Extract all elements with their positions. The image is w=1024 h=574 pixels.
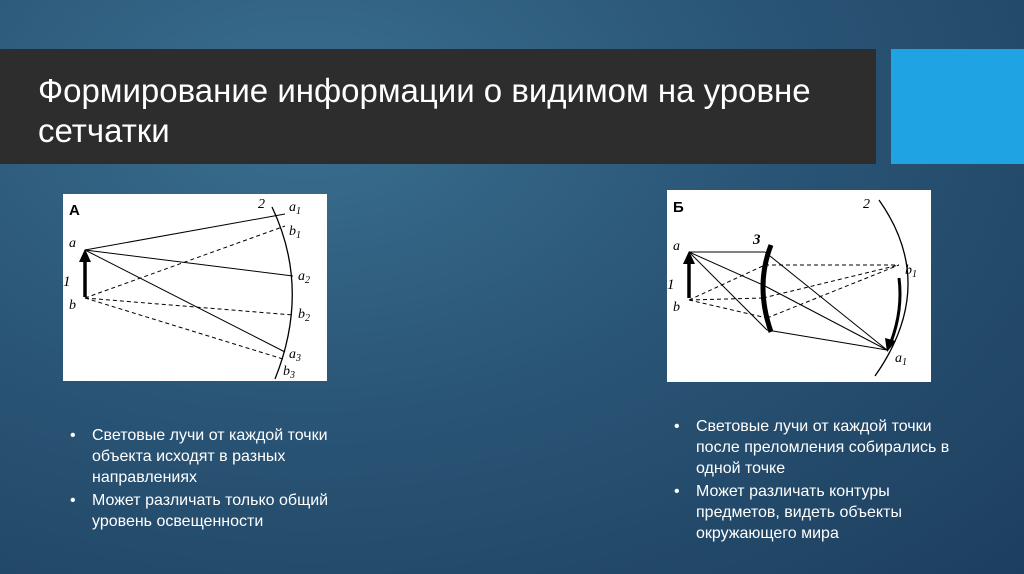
ray-b-mid — [689, 298, 763, 300]
figure-a-bullet-list — [64, 425, 364, 534]
bullet-item: • Может различать только общий уровень освещенности — [64, 490, 364, 532]
label-a3: $a_3$ — [289, 347, 301, 364]
bullet-item: • Может различать контуры предметов, видеть объекты окружающего мира — [668, 481, 968, 544]
ray-a-mid-refracted — [763, 285, 887, 350]
ray-a-to-a1 — [85, 214, 285, 250]
figure-a — [63, 194, 327, 381]
label-b1: $b_1$ — [905, 263, 917, 280]
label-a1: $a_1$ — [289, 200, 301, 217]
retina-arc — [875, 200, 908, 376]
ray-a-to-a2 — [85, 250, 293, 276]
ray-b-bottom-refracted — [767, 265, 899, 318]
ray-b-mid-refracted — [763, 265, 899, 298]
lens-number: 3 — [753, 232, 761, 248]
accent-square — [891, 49, 1024, 164]
figure-a-diagram — [63, 194, 327, 381]
ray-a-to-a3 — [85, 250, 285, 352]
object-number: 1 — [63, 274, 71, 290]
figure-b-diagram — [667, 190, 931, 382]
ray-a-top-refracted — [765, 252, 887, 350]
ray-b-to-b1 — [85, 226, 285, 298]
retina-number: 2 — [863, 197, 870, 212]
point-b-label: b — [69, 298, 76, 313]
point-a-label: a — [69, 236, 76, 251]
retina-number: 2 — [258, 197, 265, 212]
figure-b-panel-label: Б — [673, 199, 684, 216]
figure-b — [667, 190, 931, 382]
figure-a-panel-label: А — [69, 202, 80, 219]
ray-a-bottom — [689, 252, 767, 330]
point-a-label: a — [673, 239, 680, 254]
ray-b-to-b3 — [85, 298, 283, 359]
object-number: 1 — [667, 277, 675, 293]
bullet-item: • Световые лучи от каждой точки объекта исходят в разных направлениях — [64, 425, 364, 488]
title-bar — [0, 49, 876, 164]
ray-b-to-b2 — [85, 298, 293, 315]
ray-b-bottom — [689, 300, 767, 318]
label-b2: $b_2$ — [298, 307, 310, 324]
label-a2: $a_2$ — [298, 269, 310, 286]
bullet-item: • Световые лучи от каждой точки после преломления собирались в одной точке — [668, 416, 968, 479]
figure-b-bullet-list — [668, 416, 968, 546]
slide-title: Формирование информации о видимом на уровне сетчатки — [38, 72, 811, 149]
ray-a-mid — [689, 252, 763, 285]
object-arrow-head — [683, 251, 695, 264]
ray-b-top — [689, 265, 765, 300]
label-a1: $a_1$ — [895, 351, 907, 368]
point-b-label: b — [673, 300, 680, 315]
label-b1: $b_1$ — [289, 224, 301, 241]
label-b3: $b_3$ — [283, 364, 295, 381]
